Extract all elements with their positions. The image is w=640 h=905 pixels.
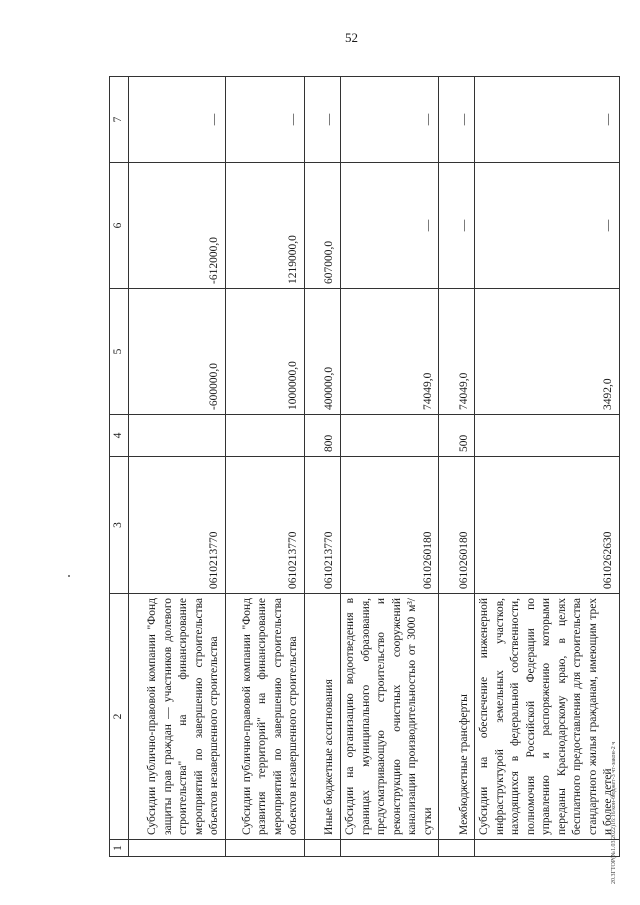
description-cell: Субсидии публично-правовой компании "Фонд защиты прав граждан — участников долевого строительства" на финансирование мероприятий по завершению строительства объектов незавершенного строительства <box>129 594 226 840</box>
amount-col5-cell: 400000,0 <box>305 289 341 415</box>
budget-table <box>109 76 620 857</box>
row-num-cell <box>305 840 341 857</box>
col-header-3: 3 <box>110 457 129 594</box>
col-header-5: 5 <box>110 289 129 415</box>
row-num-cell <box>129 840 226 857</box>
header-row <box>110 77 129 857</box>
target-code-cell: 0610260180 <box>439 457 475 594</box>
amount-col6-cell: -612000,0 <box>129 163 226 289</box>
description-cell: Межбюджетные трансферты <box>439 594 475 840</box>
amount-col5-cell: -600000,0 <box>129 289 226 415</box>
col-header-2: 2 <box>110 594 129 840</box>
amount-col6-cell: — <box>475 163 620 289</box>
expense-type-cell <box>226 415 305 457</box>
amount-col7-cell: — <box>129 77 226 163</box>
table-row <box>226 77 305 857</box>
table-row <box>439 77 475 857</box>
amount-col7-cell: — <box>341 77 439 163</box>
footer-stamp: 20.3ГТОР(№1.03.2022)16:16/кон-бюджет-3 чт-закон-2 ч <box>611 741 617 884</box>
amount-col7-cell: — <box>475 77 620 163</box>
amount-col5-cell: 1000000,0 <box>226 289 305 415</box>
amount-col5-cell: 74049,0 <box>439 289 475 415</box>
col-header-1: 1 <box>110 840 129 857</box>
target-code-cell: 0610213770 <box>226 457 305 594</box>
description-cell: Субсидии на обеспечение инженерной инфраструктурой земельных участков, находящихся в федеральной собственности, полномочия Российской Федерации по управлению и распоряжению которыми переданы Краснодарскому краю, в целях бесплатного предоставления для строительства стандартного жилья гражданам, имеющим трех и более детей <box>475 594 620 840</box>
description-cell: Субсидии публично-правовой компании "Фонд развития территорий" на финансирование мероприятий по завершению строительства объектов незавершенного строительства <box>226 594 305 840</box>
amount-col7-cell: — <box>305 77 341 163</box>
row-num-cell <box>226 840 305 857</box>
table-row <box>129 77 226 857</box>
expense-type-cell <box>475 415 620 457</box>
description-cell: Иные бюджетные ассигнования <box>305 594 341 840</box>
row-num-cell <box>439 840 475 857</box>
expense-type-cell <box>341 415 439 457</box>
amount-col6-cell: — <box>439 163 475 289</box>
target-code-cell: 0610213770 <box>129 457 226 594</box>
col-header-7: 7 <box>110 77 129 163</box>
table-row <box>341 77 439 857</box>
table-row <box>475 77 620 857</box>
page-number: 52 <box>345 30 358 45</box>
amount-col6-cell: 1219000,0 <box>226 163 305 289</box>
amount-col6-cell: — <box>341 163 439 289</box>
amount-col6-cell: 607000,0 <box>305 163 341 289</box>
col-header-4: 4 <box>110 415 129 457</box>
amount-col7-cell: — <box>439 77 475 163</box>
scan-speck <box>68 575 70 577</box>
table-row <box>305 77 341 857</box>
row-num-cell <box>475 840 620 857</box>
amount-col7-cell: — <box>226 77 305 163</box>
target-code-cell: 0610262630 <box>475 457 620 594</box>
description-cell: Субсидии на организацию водоотведения в границах муниципального образования, предусматривающую строительство и реконструкцию очистных сооружений канализации производительностью от 3000 м³/сутки <box>341 594 439 840</box>
row-num-cell <box>341 840 439 857</box>
amount-col5-cell: 74049,0 <box>341 289 439 415</box>
expense-type-cell <box>129 415 226 457</box>
target-code-cell: 0610213770 <box>305 457 341 594</box>
expense-type-cell: 500 <box>439 415 475 457</box>
expense-type-cell: 800 <box>305 415 341 457</box>
amount-col5-cell: 3492,0 <box>475 289 620 415</box>
col-header-6: 6 <box>110 163 129 289</box>
target-code-cell: 0610260180 <box>341 457 439 594</box>
